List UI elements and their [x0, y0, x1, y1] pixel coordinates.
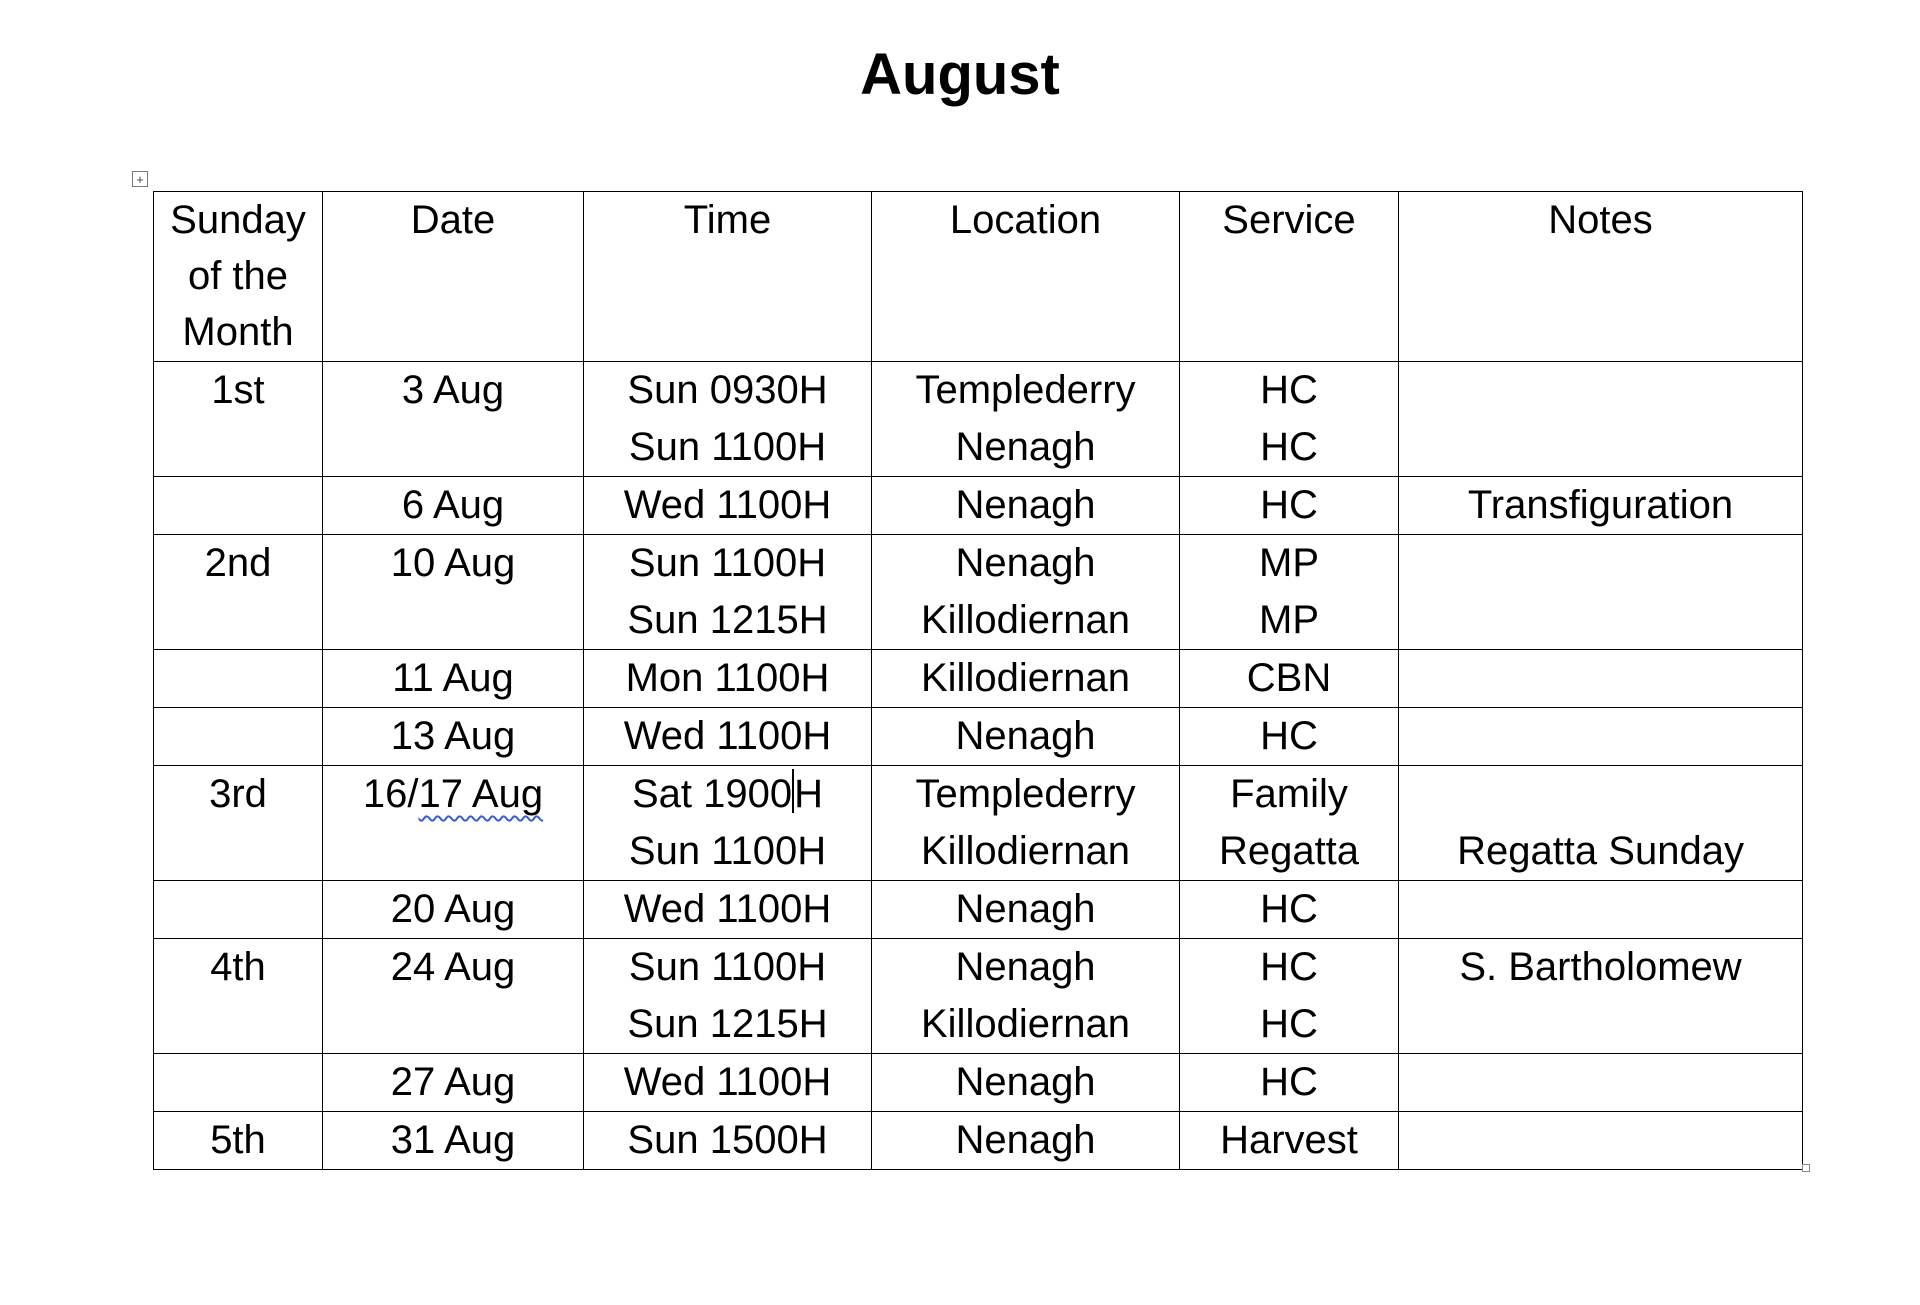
cell-location[interactable] [872, 477, 1180, 535]
cell-text: Nenagh [955, 714, 1096, 758]
cell-text: Nenagh [955, 483, 1096, 527]
cell-time[interactable] [584, 708, 872, 766]
cell-service[interactable] [1180, 939, 1399, 1054]
header-service[interactable] [1180, 192, 1399, 362]
header-sunday-of-month[interactable] [154, 192, 323, 362]
header-text: Service [1222, 198, 1356, 242]
table-row [154, 1112, 1803, 1170]
cell-text: HC [1260, 714, 1318, 758]
cell-text: Sun 1215H [627, 1002, 828, 1046]
cell-sunday[interactable] [154, 939, 323, 1054]
cell-text: Transfiguration [1467, 483, 1734, 527]
cell-location[interactable] [872, 939, 1180, 1054]
cell-date[interactable] [323, 881, 584, 939]
table-row [154, 362, 1803, 477]
cell-notes[interactable] [1399, 362, 1803, 477]
cell-time[interactable] [584, 766, 872, 881]
header-date[interactable] [323, 192, 584, 362]
cell-time[interactable] [584, 535, 872, 650]
cell-text: Nenagh [955, 1060, 1096, 1104]
cell-text: Sun 1100H [628, 541, 827, 585]
spelling-flagged-text: 17 Aug [418, 772, 544, 816]
cell-service[interactable] [1180, 766, 1399, 881]
cell-service[interactable] [1180, 1054, 1399, 1112]
cell-date[interactable] [323, 939, 584, 1054]
cell-text [323, 766, 583, 823]
cell-text: Sun 0930H [627, 368, 828, 412]
cell-text [584, 766, 871, 823]
cell-text: Templederry [915, 368, 1136, 412]
cell-sunday[interactable] [154, 477, 323, 535]
header-text-line: Month [182, 310, 294, 354]
cell-text: Killodiernan [920, 1002, 1131, 1046]
cell-text: HC [1260, 945, 1318, 989]
cell-text: Family [1230, 772, 1348, 816]
cell-sunday[interactable] [154, 766, 323, 881]
cell-service[interactable] [1180, 362, 1399, 477]
cell-text: Nenagh [955, 541, 1096, 585]
cell-date[interactable] [323, 362, 584, 477]
cell-sunday[interactable] [154, 1112, 323, 1170]
table-row [154, 477, 1803, 535]
cell-time[interactable] [584, 1112, 872, 1170]
cell-text: 2nd [204, 541, 272, 585]
cell-notes[interactable] [1399, 535, 1803, 650]
header-text-line: of the [187, 254, 289, 298]
cell-text: Killodiernan [920, 656, 1131, 700]
cell-notes[interactable] [1399, 1112, 1803, 1170]
cell-text: Sun 1100H [628, 829, 827, 873]
cell-time[interactable] [584, 362, 872, 477]
cell-service[interactable] [1180, 535, 1399, 650]
cell-text: Sun 1100H [628, 945, 827, 989]
cell-sunday[interactable] [154, 1054, 323, 1112]
cell-service[interactable] [1180, 708, 1399, 766]
cell-location[interactable] [872, 650, 1180, 708]
cell-text: 6 Aug [401, 483, 505, 527]
cell-location[interactable] [872, 535, 1180, 650]
cell-text: Sun 1215H [627, 598, 828, 642]
cell-text: Wed 1100H [623, 714, 832, 758]
cell-text: Killodiernan [920, 598, 1131, 642]
cell-text: Nenagh [955, 945, 1096, 989]
table-row [154, 1054, 1803, 1112]
cell-text: Templederry [915, 772, 1136, 816]
date-prefix: 16/ [362, 772, 419, 816]
cell-text: 13 Aug [390, 714, 516, 758]
cell-text: Wed 1100H [623, 1060, 832, 1104]
cell-time[interactable] [584, 650, 872, 708]
cell-text: Wed 1100H [623, 887, 832, 931]
cell-text: 10 Aug [390, 541, 516, 585]
cell-text: CBN [1246, 656, 1332, 700]
cell-date[interactable] [323, 1054, 584, 1112]
cell-notes[interactable] [1399, 650, 1803, 708]
cell-notes[interactable] [1399, 766, 1803, 881]
cell-text: 3rd [209, 772, 267, 816]
time-suffix: H [794, 772, 824, 816]
cell-date[interactable] [323, 650, 584, 708]
cell-text: 24 Aug [390, 945, 516, 989]
cell-text: Nenagh [955, 887, 1096, 931]
cell-service[interactable] [1180, 650, 1399, 708]
cell-notes[interactable] [1399, 881, 1803, 939]
cell-text: Sun 1100H [628, 425, 827, 469]
table-row [154, 881, 1803, 939]
cell-text: MP [1259, 541, 1319, 585]
cell-sunday[interactable] [154, 881, 323, 939]
cell-text: Mon 1100H [625, 656, 830, 700]
header-time[interactable] [584, 192, 872, 362]
table-move-handle-icon[interactable]: + [132, 171, 148, 187]
header-location[interactable] [872, 192, 1180, 362]
cell-text-empty [1399, 766, 1802, 823]
cell-text: MP [1259, 598, 1319, 642]
header-text-line: Sunday [170, 198, 306, 242]
cell-notes[interactable] [1399, 1054, 1803, 1112]
cell-text: HC [1260, 887, 1318, 931]
cell-service[interactable] [1180, 477, 1399, 535]
cell-location[interactable] [872, 766, 1180, 881]
cell-text: S. Bartholomew [1459, 945, 1742, 989]
cell-text: HC [1260, 1002, 1318, 1046]
cell-text: Wed 1100H [623, 483, 832, 527]
cell-service[interactable] [1180, 1112, 1399, 1170]
cell-text: Killodiernan [920, 829, 1131, 873]
cell-text: 1st [211, 368, 265, 412]
time-prefix: Sat 1900 [631, 772, 793, 816]
cell-date[interactable] [323, 766, 584, 881]
cell-notes[interactable] [1399, 708, 1803, 766]
header-text: Location [949, 198, 1102, 242]
cell-text: 4th [210, 945, 266, 989]
header-notes[interactable] [1399, 192, 1803, 362]
cell-time[interactable] [584, 477, 872, 535]
cell-notes[interactable] [1399, 939, 1803, 1054]
cell-text: 11 Aug [392, 656, 514, 700]
cell-time[interactable] [584, 881, 872, 939]
table-row [154, 708, 1803, 766]
cell-text: HC [1260, 368, 1318, 412]
table-row [154, 650, 1803, 708]
cell-time[interactable] [584, 939, 872, 1054]
header-text: Notes [1548, 198, 1653, 242]
cell-text: 5th [210, 1118, 266, 1162]
cell-text: Sun 1500H [627, 1118, 828, 1162]
cell-date[interactable] [323, 708, 584, 766]
header-text: Time [683, 198, 772, 242]
cell-text: HC [1260, 1060, 1318, 1104]
cell-sunday[interactable] [154, 650, 323, 708]
cell-sunday[interactable] [154, 362, 323, 477]
cell-text: 3 Aug [401, 368, 505, 412]
header-text: Date [410, 198, 496, 242]
table-row [154, 535, 1803, 650]
cell-text: Regatta [1218, 829, 1360, 873]
table-resize-handle-icon[interactable] [1802, 1164, 1810, 1172]
cell-date[interactable] [323, 477, 584, 535]
cell-text: 27 Aug [390, 1060, 516, 1104]
cell-date[interactable] [323, 1112, 584, 1170]
cell-sunday[interactable] [154, 708, 323, 766]
table-row [154, 766, 1803, 881]
cell-location[interactable] [872, 1054, 1180, 1112]
cell-location[interactable] [872, 1112, 1180, 1170]
cell-service[interactable] [1180, 881, 1399, 939]
cell-text: HC [1260, 425, 1318, 469]
cell-text: Nenagh [955, 425, 1096, 469]
table-header-row [154, 192, 1803, 362]
cell-date[interactable] [323, 535, 584, 650]
cell-location[interactable] [872, 881, 1180, 939]
cell-time[interactable] [584, 1054, 872, 1112]
cell-text: 31 Aug [390, 1118, 516, 1162]
cell-text: Harvest [1220, 1118, 1358, 1162]
cell-notes[interactable] [1399, 477, 1803, 535]
schedule-table [153, 191, 1803, 1170]
page-title: August [860, 42, 1060, 107]
cell-text: HC [1260, 483, 1318, 527]
cell-text: Regatta Sunday [1457, 829, 1744, 873]
cell-location[interactable] [872, 708, 1180, 766]
cell-text: 20 Aug [390, 887, 516, 931]
cell-text: Nenagh [955, 1118, 1096, 1162]
cell-sunday[interactable] [154, 535, 323, 650]
cell-location[interactable] [872, 362, 1180, 477]
table-row [154, 939, 1803, 1054]
